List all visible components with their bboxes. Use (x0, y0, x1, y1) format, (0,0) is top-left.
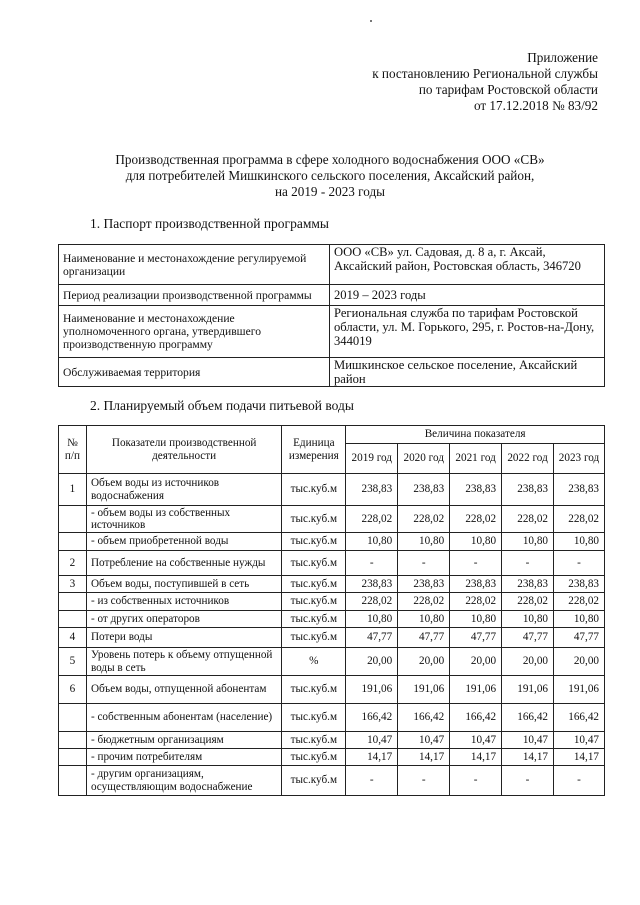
passport-row (59, 306, 605, 358)
table-row (59, 704, 605, 732)
row-value: 191,06 (346, 676, 398, 704)
row-indicator: - другим организациям, осуществляющим водоснабжение (86, 766, 281, 796)
table-row (59, 628, 605, 648)
row-value: 166,42 (554, 704, 605, 732)
table-row (59, 506, 605, 533)
row-num (59, 732, 87, 749)
water-volume-table (58, 425, 605, 796)
row-indicator: Объем воды, поступившей в сеть (86, 576, 281, 593)
appendix-line: по тарифам Ростовской области (418, 82, 598, 97)
row-value: 238,83 (398, 576, 450, 593)
row-value: 228,02 (346, 506, 398, 533)
row-value: 228,02 (398, 506, 450, 533)
row-value: - (554, 766, 605, 796)
header-year: 2019 год (346, 444, 398, 474)
title-line: Производственная программа в сфере холодного водоснабжения ООО «СВ» (115, 152, 545, 167)
row-value: 20,00 (502, 648, 554, 676)
row-value: 228,02 (502, 506, 554, 533)
row-indicator: Объем воды из источников водоснабжения (86, 474, 281, 506)
row-num: 5 (59, 648, 87, 676)
passport-value: Региональная служба по тарифам Ростовской области, ул. М. Горького, 295, г. Ростов-на-Дону, 344019 (330, 306, 605, 358)
row-value: 228,02 (554, 593, 605, 611)
row-value: 238,83 (554, 576, 605, 593)
row-value: 238,83 (502, 474, 554, 506)
row-value: 166,42 (398, 704, 450, 732)
row-unit: тыс.куб.м (282, 628, 346, 648)
row-unit: тыс.куб.м (282, 749, 346, 766)
row-value: 14,17 (554, 749, 605, 766)
table-row (59, 648, 605, 676)
row-value: - (502, 551, 554, 576)
row-value: 191,06 (450, 676, 502, 704)
row-num (59, 611, 87, 628)
row-value: 228,02 (346, 593, 398, 611)
row-unit: тыс.куб.м (282, 533, 346, 551)
row-num: 6 (59, 676, 87, 704)
table-row (59, 749, 605, 766)
row-value: 228,02 (398, 593, 450, 611)
row-value: 10,80 (502, 533, 554, 551)
row-value: 47,77 (398, 628, 450, 648)
appendix-line: от 17.12.2018 № 83/92 (473, 98, 598, 113)
header-year: 2020 год (398, 444, 450, 474)
passport-label: Наименование и местонахождение регулируемой организации (59, 245, 330, 285)
row-indicator: - собственным абонентам (население) (86, 704, 281, 732)
row-value: 191,06 (554, 676, 605, 704)
table-row (59, 611, 605, 628)
row-value: 47,77 (554, 628, 605, 648)
row-value: 10,80 (554, 611, 605, 628)
row-value: - (450, 551, 502, 576)
row-num: 1 (59, 474, 87, 506)
passport-row (59, 285, 605, 306)
row-value: 238,83 (554, 474, 605, 506)
table-row (59, 551, 605, 576)
table-row (59, 676, 605, 704)
passport-label: Период реализации производственной программы (59, 285, 330, 306)
passport-value: 2019 – 2023 годы (330, 285, 605, 306)
document-title (60, 152, 600, 200)
row-indicator: - из собственных источников (86, 593, 281, 611)
row-value: 10,80 (346, 533, 398, 551)
appendix-line: Приложение (527, 50, 598, 65)
row-value: 166,42 (502, 704, 554, 732)
row-num (59, 766, 87, 796)
row-value: 20,00 (554, 648, 605, 676)
row-value: 228,02 (450, 593, 502, 611)
row-value: 10,47 (554, 732, 605, 749)
passport-label: Обслуживаемая территория (59, 358, 330, 387)
header-value: Величина показателя (346, 426, 605, 444)
header-indicator: Показатели производственной деятельности (86, 426, 281, 474)
passport-row (59, 358, 605, 387)
row-value: 10,80 (346, 611, 398, 628)
row-indicator: Уровень потерь к объему отпущенной воды в сеть (86, 648, 281, 676)
row-unit: тыс.куб.м (282, 551, 346, 576)
row-indicator: Объем воды, отпущенной абонентам (86, 676, 281, 704)
row-value: 238,83 (450, 474, 502, 506)
row-value: 10,80 (502, 611, 554, 628)
row-value: 14,17 (502, 749, 554, 766)
row-value: 238,83 (346, 576, 398, 593)
row-value: - (502, 766, 554, 796)
row-indicator: - от других операторов (86, 611, 281, 628)
row-value: 20,00 (450, 648, 502, 676)
section-heading-water-volume: 2. Планируемый объем подачи питьевой воды (90, 398, 354, 413)
table-row (59, 474, 605, 506)
row-value: - (398, 766, 450, 796)
row-value: - (398, 551, 450, 576)
row-num: 4 (59, 628, 87, 648)
header-year: 2023 год (554, 444, 605, 474)
passport-row (59, 245, 605, 285)
row-value: 14,17 (450, 749, 502, 766)
row-value: 10,80 (450, 611, 502, 628)
row-value: 47,77 (450, 628, 502, 648)
row-unit: тыс.куб.м (282, 506, 346, 533)
table-row (59, 732, 605, 749)
row-value: - (554, 551, 605, 576)
row-value: 238,83 (502, 576, 554, 593)
row-num (59, 533, 87, 551)
row-value: 166,42 (346, 704, 398, 732)
row-value: 238,83 (450, 576, 502, 593)
row-value: 238,83 (346, 474, 398, 506)
row-num (59, 506, 87, 533)
row-value: 10,47 (346, 732, 398, 749)
row-value: 47,77 (346, 628, 398, 648)
row-value: 238,83 (398, 474, 450, 506)
row-value: 191,06 (398, 676, 450, 704)
row-unit: тыс.куб.м (282, 593, 346, 611)
row-value: 20,00 (398, 648, 450, 676)
row-value: 10,47 (450, 732, 502, 749)
row-value: 10,80 (450, 533, 502, 551)
title-line: на 2019 - 2023 годы (274, 184, 386, 199)
row-indicator: - прочим потребителям (86, 749, 281, 766)
row-value: 10,80 (554, 533, 605, 551)
table-row (59, 533, 605, 551)
table-row (59, 593, 605, 611)
row-indicator: - объем приобретенной воды (86, 533, 281, 551)
row-indicator: Потери воды (86, 628, 281, 648)
row-value: 166,42 (450, 704, 502, 732)
row-value: 228,02 (554, 506, 605, 533)
row-num (59, 704, 87, 732)
row-num: 3 (59, 576, 87, 593)
title-line: для потребителей Мишкинского сельского поселения, Аксайский район, (125, 168, 535, 183)
table-header-row (59, 426, 605, 444)
row-unit: тыс.куб.м (282, 474, 346, 506)
section-heading-passport: 1. Паспорт производственной программы (90, 216, 329, 231)
row-value: 10,80 (398, 533, 450, 551)
row-value: 47,77 (502, 628, 554, 648)
row-num (59, 593, 87, 611)
row-unit: тыс.куб.м (282, 766, 346, 796)
table-row (59, 766, 605, 796)
row-indicator: - бюджетным организациям (86, 732, 281, 749)
table-row (59, 576, 605, 593)
header-year: 2022 год (502, 444, 554, 474)
row-unit: тыс.куб.м (282, 676, 346, 704)
row-value: 10,47 (502, 732, 554, 749)
row-indicator: Потребление на собственные нужды (86, 551, 281, 576)
header-num: № п/п (59, 426, 87, 474)
row-unit: тыс.куб.м (282, 732, 346, 749)
row-unit: тыс.куб.м (282, 611, 346, 628)
row-unit: тыс.куб.м (282, 704, 346, 732)
row-value: - (450, 766, 502, 796)
row-unit: тыс.куб.м (282, 576, 346, 593)
passport-label: Наименование и местонахождение уполномоченного органа, утвердившего производственную программу (59, 306, 330, 358)
passport-value: Мишкинское сельское поселение, Аксайский район (330, 358, 605, 387)
row-value: - (346, 766, 398, 796)
scan-speck (370, 20, 372, 22)
row-num: 2 (59, 551, 87, 576)
row-indicator: - объем воды из собственных источников (86, 506, 281, 533)
row-value: 10,80 (398, 611, 450, 628)
row-num (59, 749, 87, 766)
row-value: 228,02 (450, 506, 502, 533)
row-unit: % (282, 648, 346, 676)
row-value: 228,02 (502, 593, 554, 611)
appendix-header (340, 50, 598, 114)
row-value: 20,00 (346, 648, 398, 676)
appendix-line: к постановлению Региональной службы (372, 66, 598, 81)
row-value: 14,17 (346, 749, 398, 766)
passport-table (58, 244, 605, 387)
row-value: - (346, 551, 398, 576)
row-value: 14,17 (398, 749, 450, 766)
header-year: 2021 год (450, 444, 502, 474)
header-unit: Единица измерения (282, 426, 346, 474)
row-value: 191,06 (502, 676, 554, 704)
passport-value: ООО «СВ» ул. Садовая, д. 8 а, г. Аксай, Аксайский район, Ростовская область, 346720 (330, 245, 605, 285)
row-value: 10,47 (398, 732, 450, 749)
